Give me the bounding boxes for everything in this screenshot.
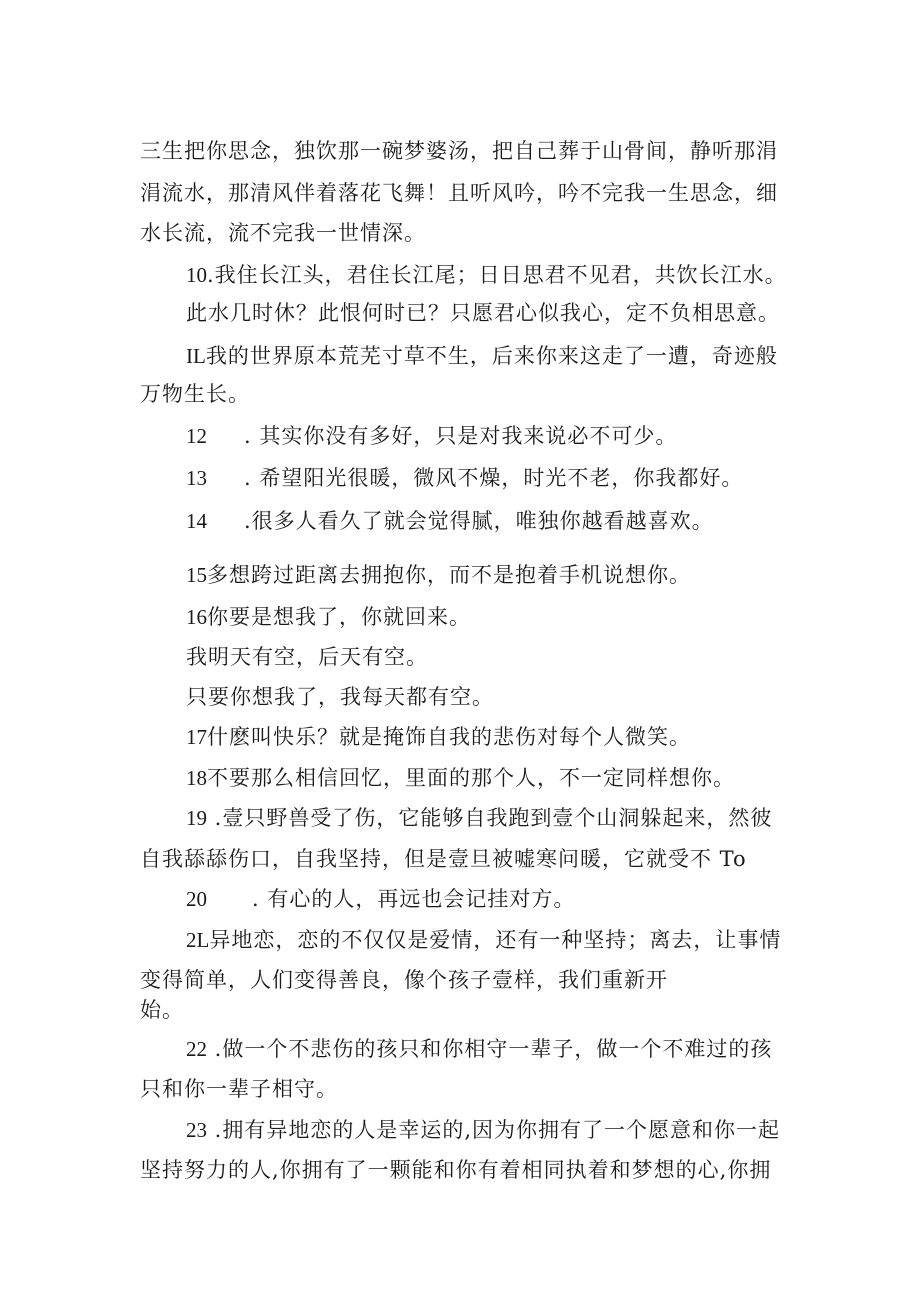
item-number: 17 — [186, 725, 207, 749]
text-line: 水长流，流不完我一世情深。 — [140, 221, 426, 245]
item-number: 2L — [186, 928, 210, 952]
list-item — [186, 465, 743, 491]
item-number: 18 — [186, 766, 207, 790]
list-item — [186, 1036, 772, 1062]
item-text: 你要是想我了，你就回来。 — [207, 605, 471, 629]
item-text: 多想跨过距离去拥抱你，而不是抱着手机说想你。 — [207, 563, 691, 587]
list-item — [186, 508, 714, 534]
list-item — [186, 927, 781, 953]
item-text: . 有心的人，再远也会记挂对方。 — [252, 887, 576, 911]
item-text: .拥有异地恋的人是幸运的,因为你拥有了一个愿意和你一起 — [207, 1118, 781, 1142]
item-number: 19 — [186, 806, 207, 830]
text-line: 只和你一辈子相守。 — [140, 1077, 338, 1101]
list-item — [186, 562, 691, 588]
item-number: 13 — [186, 466, 207, 490]
text-line: 此水几时休？此恨何时已？只愿君心似我心，定不负相思意。 — [186, 301, 780, 325]
item-number: 20 — [186, 887, 207, 911]
item-text: . 其实你没有多好，只是对我来说必不可少。 — [244, 424, 678, 448]
text-line: 我明天有空，后天有空。 — [186, 645, 428, 669]
item-number: IL — [186, 344, 206, 368]
item-number: 22 — [186, 1037, 207, 1061]
list-item — [186, 724, 691, 750]
item-text: .我住长江头，君住长江尾；日日思君不见君，共饮长江水。 — [207, 263, 787, 287]
item-number: 16 — [186, 605, 207, 629]
item-text: 什麽叫快乐？就是掩饰自我的悲伤对每个人微笑。 — [207, 725, 691, 749]
text-line: 涓流水，那清风伴着落花飞舞！且听风吟，吟不完我一生思念，细 — [140, 181, 778, 205]
item-text: 异地恋，恋的不仅仅是爱情，还有一种坚持；离去，让事情 — [209, 928, 782, 952]
list-item — [186, 343, 778, 369]
list-item — [186, 805, 772, 831]
text-line: 变得简单，人们变得善良，像个孩子壹样，我们重新开 — [140, 968, 668, 992]
item-text: . 希望阳光很暖，微风不燥，时光不老，你我都好。 — [244, 466, 744, 490]
list-item — [186, 423, 677, 449]
item-text: .很多人看久了就会觉得腻，唯独你越看越喜欢。 — [244, 509, 714, 533]
text-line: 自我舔舔伤口，自我坚持，但是壹旦被嘘寒问暖，它就受不 To — [140, 847, 747, 871]
item-number: 23 — [186, 1118, 207, 1142]
text-line: 万物生长。 — [140, 382, 250, 406]
text-line: 三生把你思念，独饮那一碗梦婆汤，把自己葬于山骨间，静听那涓 — [140, 139, 778, 163]
item-number: 12 — [186, 424, 207, 448]
item-text: 不要那么相信回忆，里面的那个人，不一定同样想你。 — [207, 766, 735, 790]
item-number: 15 — [186, 563, 207, 587]
item-text: 我的世界原本荒芜寸草不生，后来你来这走了一遭，奇迹般 — [205, 344, 778, 368]
list-item — [186, 604, 471, 630]
text-line: 只要你想我了，我每天都有空。 — [186, 685, 494, 709]
list-item — [186, 1117, 780, 1143]
text-line: 坚持努力的人,你拥有了一颗能和你有着相同执着和梦想的心,你拥 — [140, 1158, 772, 1182]
item-number: 10 — [186, 263, 207, 287]
list-item — [186, 886, 575, 912]
list-item — [186, 765, 735, 791]
list-item — [186, 262, 787, 288]
item-number: 14 — [186, 509, 207, 533]
item-text: .壹只野兽受了伤，它能够自我跑到壹个山洞躲起来，然彼 — [207, 806, 773, 830]
text-line: 始。 — [140, 998, 184, 1022]
item-text: .做一个不悲伤的孩只和你相守一辈子，做一个不难过的孩 — [207, 1037, 773, 1061]
